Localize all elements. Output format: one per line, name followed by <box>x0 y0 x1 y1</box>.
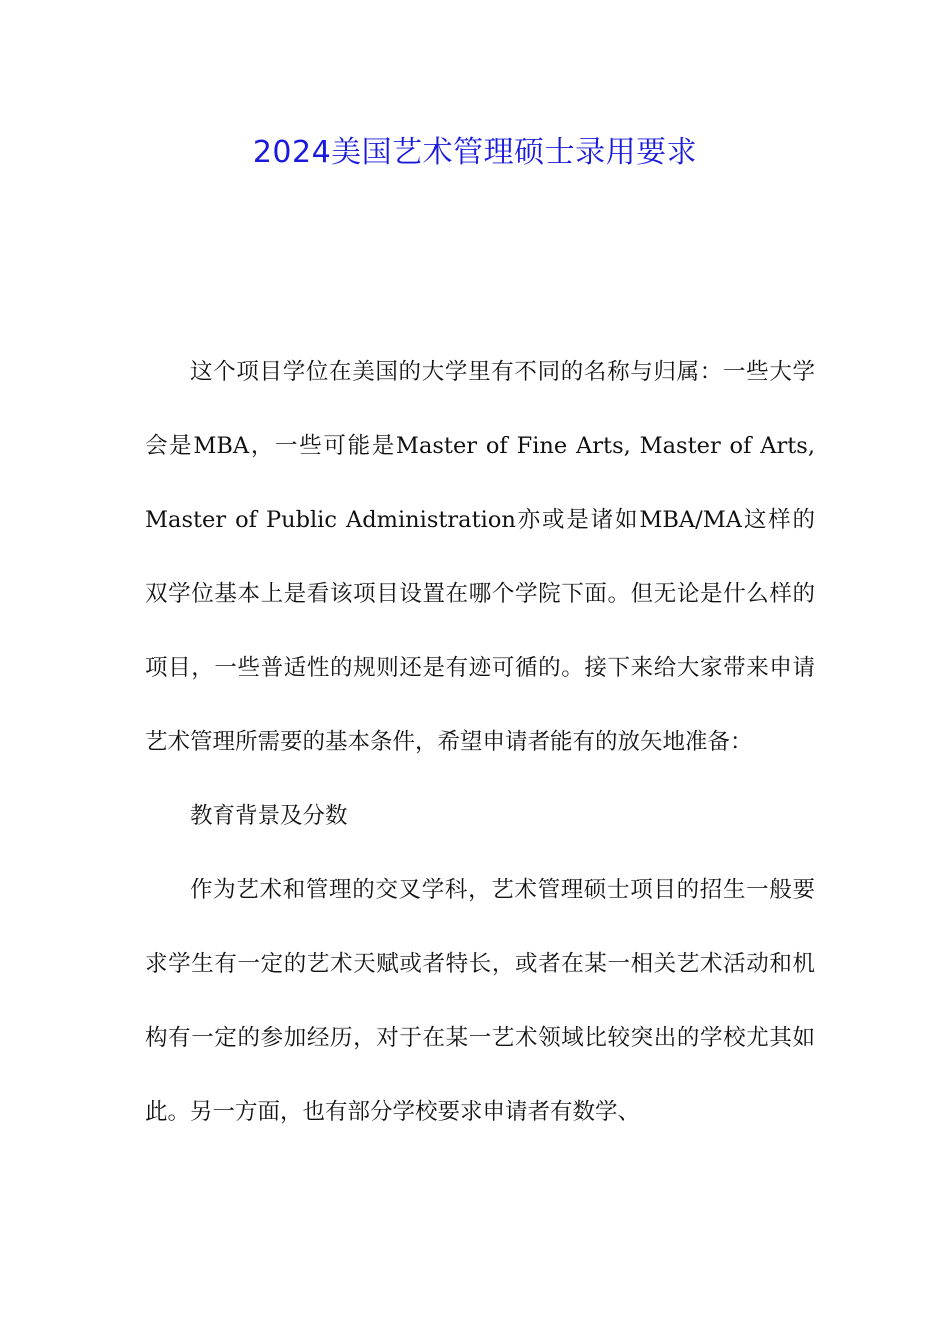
intro-paragraph: 这个项目学位在美国的大学里有不同的名称与归属：一些大学会是MBA，一些可能是Master of Fine Arts, Master of Arts, Master of Public Administration亦或是诸如MBA/MA这样的双学位基本上是看该项目设置在哪个学院下面。但无论是什么样的项目，一些普适性的规则还是有迹可循的。接下来给大家带来申请艺术管理所需要的基本条件，希望申请者能有的放矢地准备： <box>145 359 815 755</box>
document-body <box>145 335 815 1149</box>
education-paragraph: 作为艺术和管理的交叉学科，艺术管理硕士项目的招生一般要求学生有一定的艺术天赋或者特长，或者在某一相关艺术活动和机构有一定的参加经历，对于在某一艺术领域比较突出的学校尤其如此。另一方面，也有部分学校要求申请者有数学、 <box>145 877 815 1125</box>
document-title: 2024美国艺术管理硕士录用要求 <box>252 135 698 170</box>
section-heading: 教育背景及分数 <box>190 803 348 829</box>
